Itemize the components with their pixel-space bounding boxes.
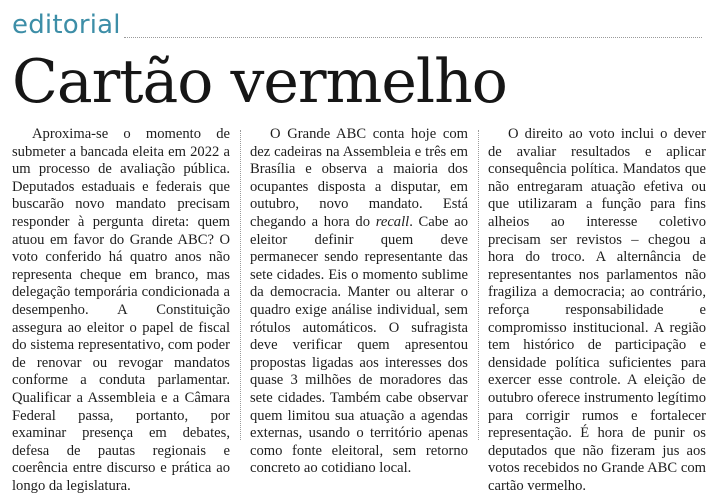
paragraph-text: O Grande ABC conta hoje com dez cadeiras na Assembleia e três em Brasília e observa a maioria dos ocupantes disposta a disputar, em outubro, novo mandato. Está chegando a hora do [250,126,468,230]
article-body [12,126,706,494]
paragraph: O direito ao voto inclui o dever de avaliar resultados e aplicar consequência política. Mandatos que não entregaram atuação efetiva ou que utilizaram a função para fins alheios ao interesse coletivo precisam ser revistos – chegou a hora do troco. A alternância de representantes nos parlamentos não fragiliza a democracia; ao contrário, reforça responsabilidade e compromisso institucional. A região tem histórico de participação e densidade política suficientes para exercer esse controle. A eleição de outubro oferece instrumento legítimo para corrigir rumos e fortalecer representação. É hora de punir os deputados que não fizeram jus aos votos recebidos no Grande ABC com cartão vermelho. [488,126,706,494]
section-header [12,8,702,42]
column-divider [478,130,479,440]
article-column-3 [488,126,706,495]
italic-term: recall [375,213,410,230]
section-divider [124,37,702,38]
article-column-1 [12,126,230,495]
column-divider [240,130,241,440]
paragraph: Aproxima-se o momento de submeter a bancada eleita em 2022 a um processo de avaliação pública. Deputados estaduais e federais que buscarão novo mandato precisam responder à pergunta direta: quem atuou em favor do Grande ABC? O voto conferido há quatro anos não representa cheque em branco, mas delegação temporária condicionada a desempenho. A Constituição assegura ao eleitor o papel de fiscal do sistema representativo, com poder de renovar ou revogar mandatos conforme a conduta parlamentar. Qualificar a Assembleia e a Câmara Federal passa, portanto, por examinar presença em debates, defesa de pautas regionais e coerência entre discurso e prática ao longo da legislatura. [12,126,230,494]
headline: Cartão vermelho [12,47,507,117]
article-column-2 [250,126,468,478]
paragraph-text: . Cabe ao eleitor definir quem deve permanecer sendo representante das sete cidades. Eis o momento sublime da democracia. Manter ou alterar o quadro exige análise individual, sem rótulos automáticos. O sufragista deve verificar quem apresentou propostas ligadas aos interesses dos quase 3 milhões de moradores das sete cidades. Também cabe observar quem limitou sua atuação a agendas externas, usando o território apenas como fonte eleitoral, sem retorno concreto ao cotidiano local. [250,213,468,477]
paragraph [250,126,468,478]
section-label: editorial [12,10,121,40]
